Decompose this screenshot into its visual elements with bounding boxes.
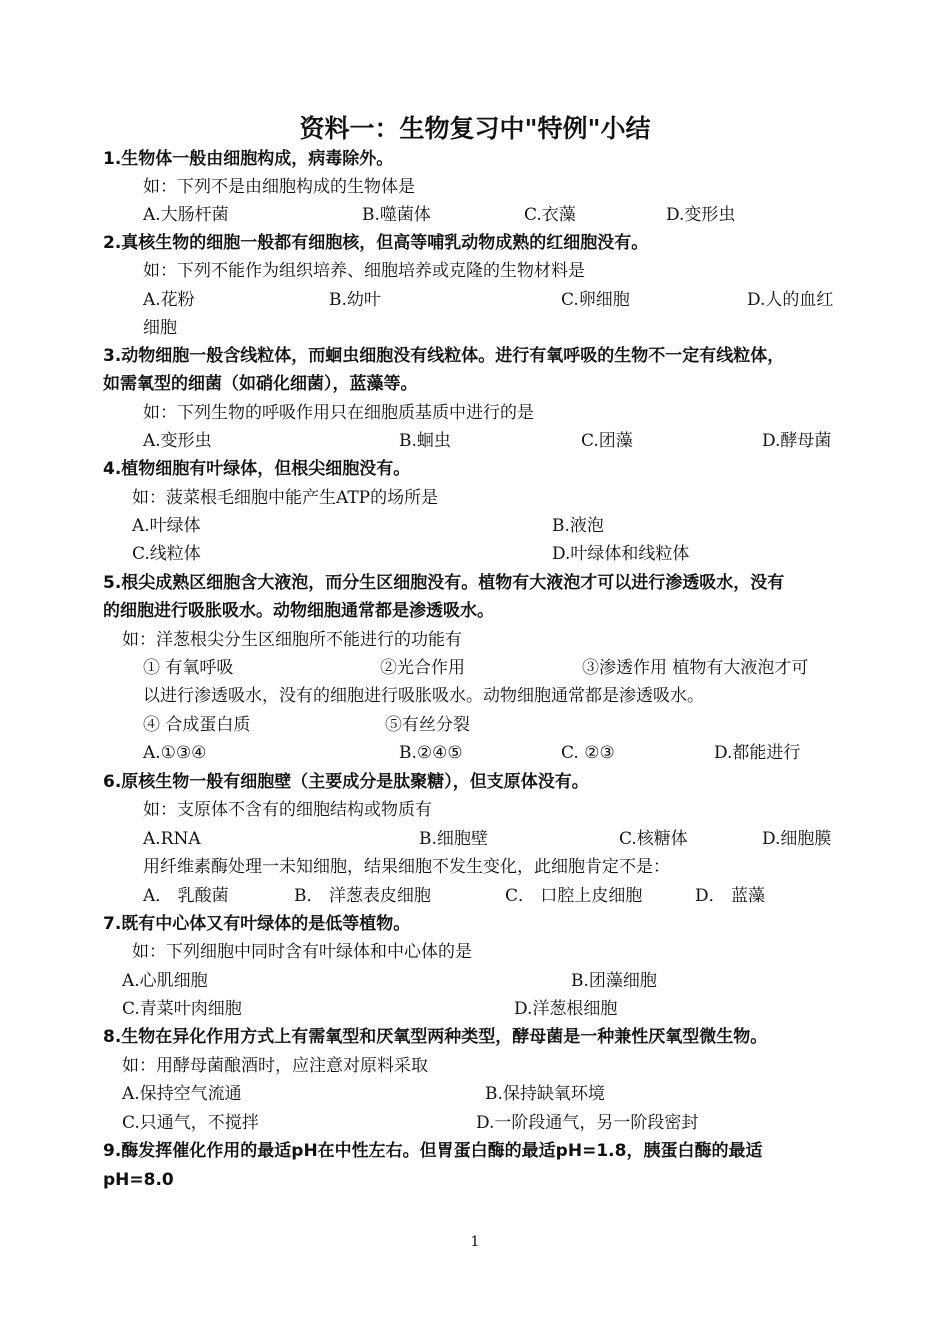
- section-3-question: 如：下列生物的呼吸作用只在细胞质基质中进行的是: [143, 403, 534, 423]
- section-7-question: 如：下列细胞中同时含有叶绿体和中心体的是: [132, 942, 472, 962]
- section-2-option-b: B.幼叶: [329, 290, 381, 310]
- section-7-heading: 7.既有中心体又有叶绿体的是低等植物。: [103, 914, 411, 934]
- section-6-question-2: 用纤维素酶处理一未知细胞，结果细胞不发生变化，此细胞肯定不是：: [143, 857, 670, 877]
- page-title: 资料一：生物复习中"特例"小结: [299, 114, 651, 143]
- section-8-option-b: B.保持缺氧环境: [485, 1084, 605, 1104]
- section-1-option-c: C.衣藻: [524, 205, 576, 225]
- section-8-question: 如：用酵母菌酿酒时，应注意对原料采取: [122, 1056, 428, 1076]
- section-6-q2-option-d: D． 蓝藻: [695, 886, 766, 906]
- section-6-option-c: C.核糖体: [619, 829, 688, 849]
- section-2-option-a: A.花粉: [143, 290, 195, 310]
- section-5-option-c: C. ②③: [561, 743, 615, 763]
- section-9-heading-line-2: pH=8.0: [103, 1170, 174, 1190]
- section-6-q2-option-a: A． 乳酸菌: [143, 886, 229, 906]
- section-1-option-b: B.噬菌体: [362, 205, 431, 225]
- section-6-option-d: D.细胞膜: [762, 829, 832, 849]
- section-6-q2-option-b: B． 洋葱表皮细胞: [294, 886, 431, 906]
- section-7-option-d: D.洋葱根细胞: [514, 999, 618, 1019]
- section-4-option-a: A.叶绿体: [132, 516, 201, 536]
- section-5-heading-line-2: 的细胞进行吸胀吸水。动物细胞通常都是渗透吸水。: [103, 601, 494, 621]
- section-3-option-c: C.团藻: [581, 431, 633, 451]
- section-3-heading-line-2: 如需氧型的细菌（如硝化细菌），蓝藻等。: [103, 374, 418, 394]
- section-5-item-1: ① 有氧呼吸: [143, 658, 234, 678]
- section-8-option-c: C.只通气，不搅拌: [122, 1113, 259, 1133]
- section-2-option-d: D.人的血红: [747, 290, 834, 310]
- section-8-heading: 8.生物在异化作用方式上有需氧型和厌氧型两种类型，酵母菌是一种兼性厌氧型微生物。: [103, 1027, 768, 1047]
- section-4-option-d: D.叶绿体和线粒体: [552, 544, 690, 564]
- section-6-q2-option-c: C． 口腔上皮细胞: [505, 886, 643, 906]
- section-7-option-a: A.心肌细胞: [122, 971, 208, 991]
- section-5-heading: 5.根尖成熟区细胞含大液泡，而分生区细胞没有。植物有大液泡才可以进行渗透吸水，没有: [103, 573, 785, 593]
- section-3-option-b: B.蛔虫: [399, 431, 451, 451]
- section-5-item-3-continued: 以进行渗透吸水，没有的细胞进行吸胀吸水。动物细胞通常都是渗透吸水。: [143, 686, 704, 706]
- section-4-option-b: B.液泡: [552, 516, 604, 536]
- section-7-option-c: C.青菜叶肉细胞: [122, 999, 242, 1019]
- section-1-option-d: D.变形虫: [666, 205, 736, 225]
- section-6-heading: 6.原核生物一般有细胞壁（主要成分是肽聚糖），但支原体没有。: [103, 772, 589, 792]
- section-8-option-a: A.保持空气流通: [122, 1084, 242, 1104]
- section-5-option-a: A.①③④: [143, 743, 207, 763]
- section-5-item-4: ④ 合成蛋白质: [143, 715, 251, 735]
- section-5-option-b: B.②④⑤: [399, 743, 463, 763]
- section-6-option-a: A.RNA: [143, 829, 201, 849]
- page-number: 1: [470, 1234, 480, 1250]
- section-1-heading: 1.生物体一般由细胞构成，病毒除外。: [103, 149, 394, 169]
- section-4-question: 如：菠菜根毛细胞中能产生ATP的场所是: [132, 488, 439, 508]
- section-2-option-c: C.卵细胞: [561, 290, 630, 310]
- section-6-question: 如：支原体不含有的细胞结构或物质有: [143, 800, 432, 820]
- section-2-heading: 2.真核生物的细胞一般都有细胞核，但高等哺乳动物成熟的红细胞没有。: [103, 233, 649, 253]
- section-6-option-b: B.细胞壁: [419, 829, 488, 849]
- section-3-option-d: D.酵母菌: [762, 431, 832, 451]
- section-7-option-b: B.团藻细胞: [571, 971, 657, 991]
- section-2-option-d-continued: 细胞: [143, 318, 177, 338]
- section-4-heading: 4.植物细胞有叶绿体，但根尖细胞没有。: [103, 459, 411, 479]
- section-5-question: 如：洋葱根尖分生区细胞所不能进行的功能有: [122, 630, 462, 650]
- section-5-item-3: ③渗透作用 植物有大液泡才可: [582, 658, 809, 678]
- section-8-option-d: D.一阶段通气，另一阶段密封: [476, 1113, 699, 1133]
- section-9-heading: 9.酶发挥催化作用的最适pH在中性左右。但胃蛋白酶的最适pH=1.8，胰蛋白酶的最适: [103, 1141, 763, 1161]
- section-2-question: 如：下列不能作为组织培养、细胞培养或克隆的生物材料是: [143, 261, 585, 281]
- section-1-option-a: A.大肠杆菌: [143, 205, 229, 225]
- section-5-option-d: D.都能进行: [714, 743, 801, 763]
- section-3-option-a: A.变形虫: [143, 431, 212, 451]
- section-3-heading: 3.动物细胞一般含线粒体，而蛔虫细胞没有线粒体。进行有氧呼吸的生物不一定有线粒体，: [103, 346, 785, 366]
- section-5-item-2: ②光合作用: [380, 658, 465, 678]
- section-1-question: 如：下列不是由细胞构成的生物体是: [143, 177, 415, 197]
- section-5-item-5: ⑤有丝分裂: [385, 715, 470, 735]
- section-4-option-c: C.线粒体: [132, 544, 201, 564]
